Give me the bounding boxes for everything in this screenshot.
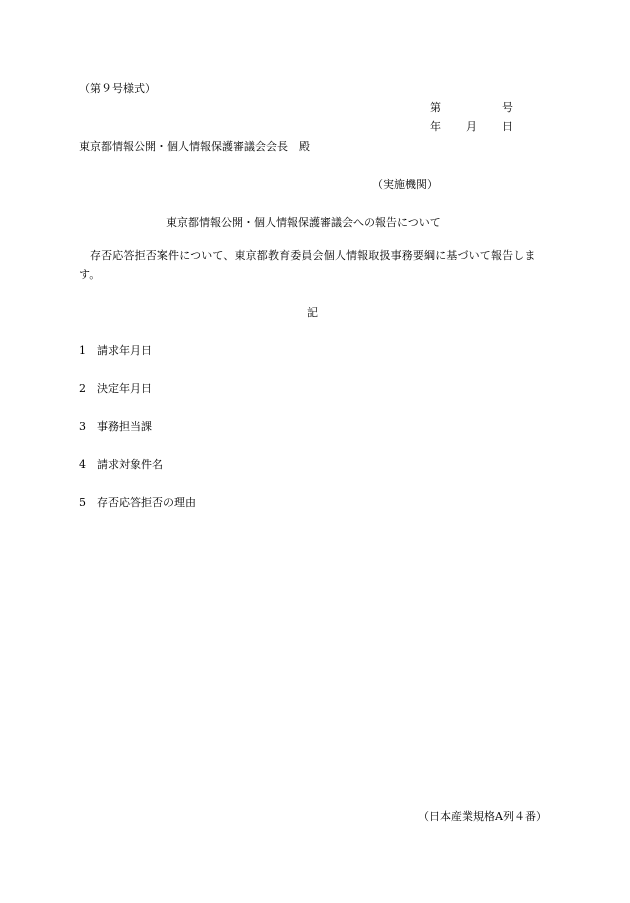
- item-label: 請求対象件名: [97, 458, 163, 471]
- implementing-agency: （実施機関）: [372, 178, 438, 191]
- paper-size-note: （日本産業規格A列４番）: [418, 810, 547, 823]
- item-label: 請求年月日: [97, 344, 152, 357]
- form-number: （第９号様式）: [79, 82, 156, 95]
- item-label: 事務担当課: [97, 420, 152, 433]
- item-number: 2: [79, 382, 86, 395]
- body-text: 存否応答拒否案件について、東京都教育委員会個人情報取扱事務要綱に基づいて報告します。: [79, 249, 536, 281]
- list-item: [79, 457, 196, 495]
- list-item: [79, 381, 196, 419]
- item-number: 5: [79, 496, 86, 509]
- list-item: [79, 343, 196, 381]
- date-year: 年: [430, 120, 441, 133]
- ki-heading: 記: [307, 306, 318, 319]
- item-label: 決定年月日: [97, 382, 152, 395]
- addressee: 東京都情報公開・個人情報保護審議会会長 殿: [79, 140, 310, 153]
- item-number: 3: [79, 420, 86, 433]
- document-number-prefix: 第: [430, 101, 441, 114]
- list-item: [79, 419, 196, 457]
- item-label: 存否応答拒否の理由: [97, 496, 196, 509]
- date-month: 月: [466, 120, 477, 133]
- date-day: 日: [502, 120, 513, 133]
- item-list: [79, 343, 196, 533]
- document-subject: 東京都情報公開・個人情報保護審議会への報告について: [166, 216, 441, 229]
- item-number: 4: [79, 458, 86, 471]
- list-item: [79, 495, 196, 533]
- document-number-suffix: 号: [502, 101, 513, 114]
- item-number: 1: [79, 344, 86, 357]
